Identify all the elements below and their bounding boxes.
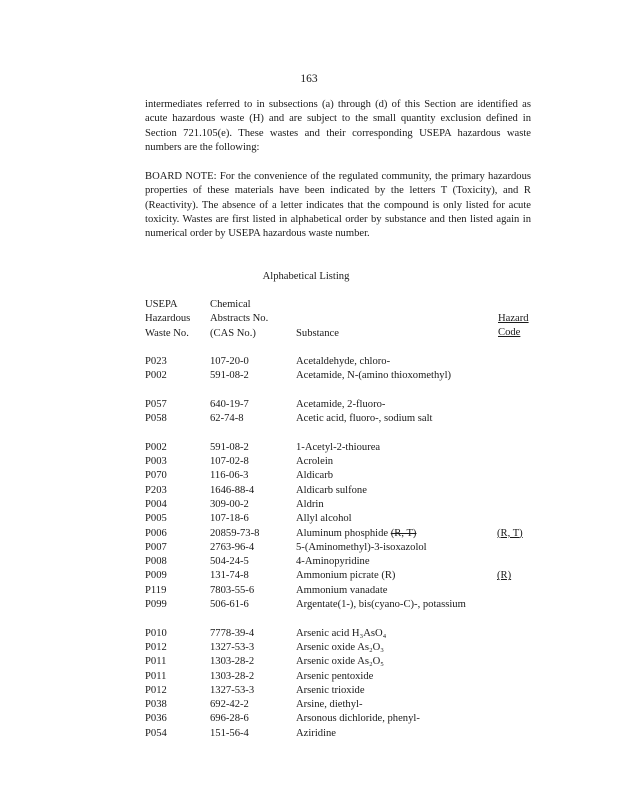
table-row (145, 712, 565, 726)
substance-name: Arsenic acid H₃AsO₄ (296, 627, 387, 639)
substance-name: Aziridine (296, 727, 337, 739)
substance-cell (296, 627, 486, 641)
cas-number-cell: 107-02-8 (210, 456, 249, 468)
waste-number-cell: P203 (145, 484, 167, 496)
table-row (145, 598, 565, 627)
table-row (145, 555, 565, 569)
substance-name: Acrolein (296, 456, 334, 468)
substance-name: Aluminum phosphide (296, 527, 391, 539)
table-row (145, 641, 565, 655)
waste-number-cell: P057 (145, 398, 167, 410)
table-row (145, 655, 565, 669)
header-substance (296, 327, 339, 341)
cas-number-cell: 696-28-6 (210, 713, 249, 725)
header-usepa-line: USEPA (145, 299, 178, 310)
substance-cell (296, 555, 486, 569)
waste-number-cell: P058 (145, 413, 167, 425)
cas-number-cell: 131-74-8 (210, 570, 249, 582)
substance-cell (296, 455, 486, 469)
cas-number-cell: 504-24-5 (210, 556, 249, 568)
waste-number-cell: P007 (145, 541, 167, 553)
cas-number-cell: 640-19-7 (210, 398, 249, 410)
waste-number-cell: P099 (145, 599, 167, 611)
waste-number-cell: P005 (145, 513, 167, 525)
waste-number-cell: P011 (145, 670, 167, 682)
substance-cell (296, 684, 486, 698)
header-hazard-line: Hazard (498, 313, 529, 324)
table-row (145, 569, 565, 583)
table-row (145, 441, 565, 455)
cas-number-cell: 1303-28-2 (210, 656, 255, 668)
waste-number-cell: P036 (145, 713, 167, 725)
substance-cell (296, 584, 486, 598)
waste-number-cell: P009 (145, 570, 167, 582)
substance-cell (296, 641, 486, 655)
listing-title: Alphabetical Listing (262, 271, 350, 282)
waste-number-cell: P002 (145, 370, 167, 382)
substance-name: Aldicarb (296, 470, 334, 482)
cas-number-cell: 107-18-6 (210, 513, 249, 525)
substance-name: Arsenic oxide As₂O₅ (296, 656, 385, 668)
substance-name: Allyl alcohol (296, 513, 352, 525)
intro-paragraph: intermediates referred to in subsections (a) through (d) of this Section are identified as acute hazardous waste (H) and are subject to the small quantity exclusion defined in Section 721.105(e). These wastes and their corresponding USEPA hazardous waste numbers are the following: (145, 99, 531, 153)
substance-name: Aldicarb sulfone (296, 484, 367, 496)
header-cas-line: Chemical (210, 299, 251, 310)
table-row (145, 355, 565, 369)
substance-cell (296, 355, 486, 369)
header-usepa-line: Waste No. (145, 327, 189, 339)
substance-name: Argentate(1-), bis(cyano-C)-, potassium (296, 599, 466, 611)
cas-number-cell: 107-20-0 (210, 356, 249, 367)
header-cas-line: Abstracts No. (210, 313, 269, 325)
substance-name: Acetic acid, fluoro-, sodium salt (296, 413, 433, 425)
cas-number-cell: 151-56-4 (210, 727, 249, 739)
substance-name: Ammonium vanadate (296, 584, 388, 596)
substance-cell (296, 541, 486, 555)
table-row (145, 469, 565, 483)
deleted-hazard-text: (R, T) (390, 527, 417, 539)
table-row (145, 484, 565, 498)
waste-number-cell: P004 (145, 498, 167, 510)
substance-name: Acetamide, 2-fluoro- (296, 398, 386, 410)
table-row (145, 727, 565, 741)
waste-number-cell: P011 (145, 656, 167, 668)
table-row (145, 398, 565, 412)
table-row (145, 527, 565, 541)
table-row (145, 541, 565, 555)
table-row (145, 670, 565, 684)
substance-name: Acetaldehyde, chloro- (296, 356, 391, 367)
table-row (145, 412, 565, 441)
substance-cell (296, 527, 486, 541)
waste-number-cell: P002 (145, 441, 167, 453)
substance-cell (296, 655, 486, 669)
substance-name: Arsenic pentoxide (296, 670, 374, 682)
table-row (145, 455, 565, 469)
substance-cell (296, 498, 486, 512)
waste-number-cell: P070 (145, 470, 167, 482)
substance-name: 5-(Aminomethyl)-3-isoxazolol (296, 541, 427, 553)
cas-number-cell: 20859-73-8 (210, 527, 260, 539)
substance-cell (296, 670, 486, 684)
substance-name: Arsonous dichloride, phenyl- (296, 713, 420, 725)
substance-cell (296, 512, 486, 526)
table-row (145, 684, 565, 698)
cas-number-cell: 1303-28-2 (210, 670, 255, 682)
cas-number-cell: 591-08-2 (210, 370, 249, 382)
header-hazard-line: Code (498, 327, 521, 339)
substance-name: Aldrin (296, 498, 324, 510)
substance-cell (296, 569, 486, 583)
substance-cell (296, 598, 486, 612)
cas-number-cell: 7803-55-6 (210, 584, 255, 596)
page-number: 163 (300, 73, 318, 85)
cas-number-cell: 309-00-2 (210, 498, 249, 510)
substance-name: Acetamide, N-(amino thioxomethyl) (296, 370, 452, 382)
header-hazard-code (498, 312, 529, 341)
cas-number-cell: 1327-53-3 (210, 641, 255, 653)
table-row (145, 584, 565, 598)
substance-name: Arsenic trioxide (296, 684, 365, 696)
table-row (145, 498, 565, 512)
substance-cell (296, 727, 486, 741)
substance-name: Arsine, diethyl- (296, 699, 363, 711)
hazard-code-cell: (R) (497, 570, 512, 582)
header-cas-line: (CAS No.) (210, 327, 256, 339)
substance-cell (296, 369, 486, 383)
waste-number-cell: P012 (145, 684, 167, 696)
cas-number-cell: 7778-39-4 (210, 627, 255, 639)
hazard-code-cell: (R, T) (497, 527, 523, 539)
waste-number-cell: P119 (145, 584, 167, 596)
header-usepa-number (145, 298, 190, 341)
substance-cell (296, 469, 486, 483)
substance-cell (296, 398, 486, 412)
substance-cell (296, 441, 486, 455)
cas-number-cell: 692-42-2 (210, 699, 249, 711)
substance-cell (296, 412, 486, 426)
waste-number-cell: P010 (145, 627, 167, 639)
cas-number-cell: 1646-88-4 (210, 484, 255, 496)
waste-number-cell: P012 (145, 641, 167, 653)
waste-number-cell: P006 (145, 527, 167, 539)
cas-number-cell: 506-61-6 (210, 599, 249, 611)
waste-number-cell: P054 (145, 727, 167, 739)
substance-name: 4-Aminopyridine (296, 556, 370, 568)
board-note-paragraph: BOARD NOTE: For the convenience of the regulated community, the primary hazardous properties of these materials have been indicated by the letters T (Toxicity), and R (Reactivity). The absence of a letter indicates that the compound is only listed for acute toxicity. Wastes are first listed in alphabetical order by substance and then listed again in numerical order by USEPA hazardous waste number. (145, 171, 531, 240)
substance-cell (296, 484, 486, 498)
header-usepa-line: Hazardous (145, 313, 191, 325)
cas-number-cell: 1327-53-3 (210, 684, 255, 696)
substance-cell (296, 712, 486, 726)
table-row (145, 512, 565, 526)
waste-number-cell: P038 (145, 699, 167, 711)
waste-number-cell: P023 (145, 356, 167, 367)
table-row (145, 369, 565, 398)
cas-number-cell: 2763-96-4 (210, 541, 255, 553)
cas-number-cell: 116-06-3 (210, 470, 249, 482)
substance-cell (296, 698, 486, 712)
cas-number-cell: 591-08-2 (210, 441, 249, 453)
waste-number-cell: P008 (145, 556, 167, 568)
waste-number-cell: P003 (145, 456, 167, 468)
table-row (145, 698, 565, 712)
header-cas-number (210, 298, 268, 341)
substance-name: 1-Acetyl-2-thiourea (296, 441, 381, 453)
hazardous-waste-table (145, 355, 565, 741)
header-substance-label: Substance (296, 328, 339, 339)
table-row (145, 627, 565, 641)
cas-number-cell: 62-74-8 (210, 413, 244, 425)
substance-name: Ammonium picrate (R) (296, 570, 396, 582)
substance-name: Arsenic oxide As₂O₃ (296, 641, 385, 653)
